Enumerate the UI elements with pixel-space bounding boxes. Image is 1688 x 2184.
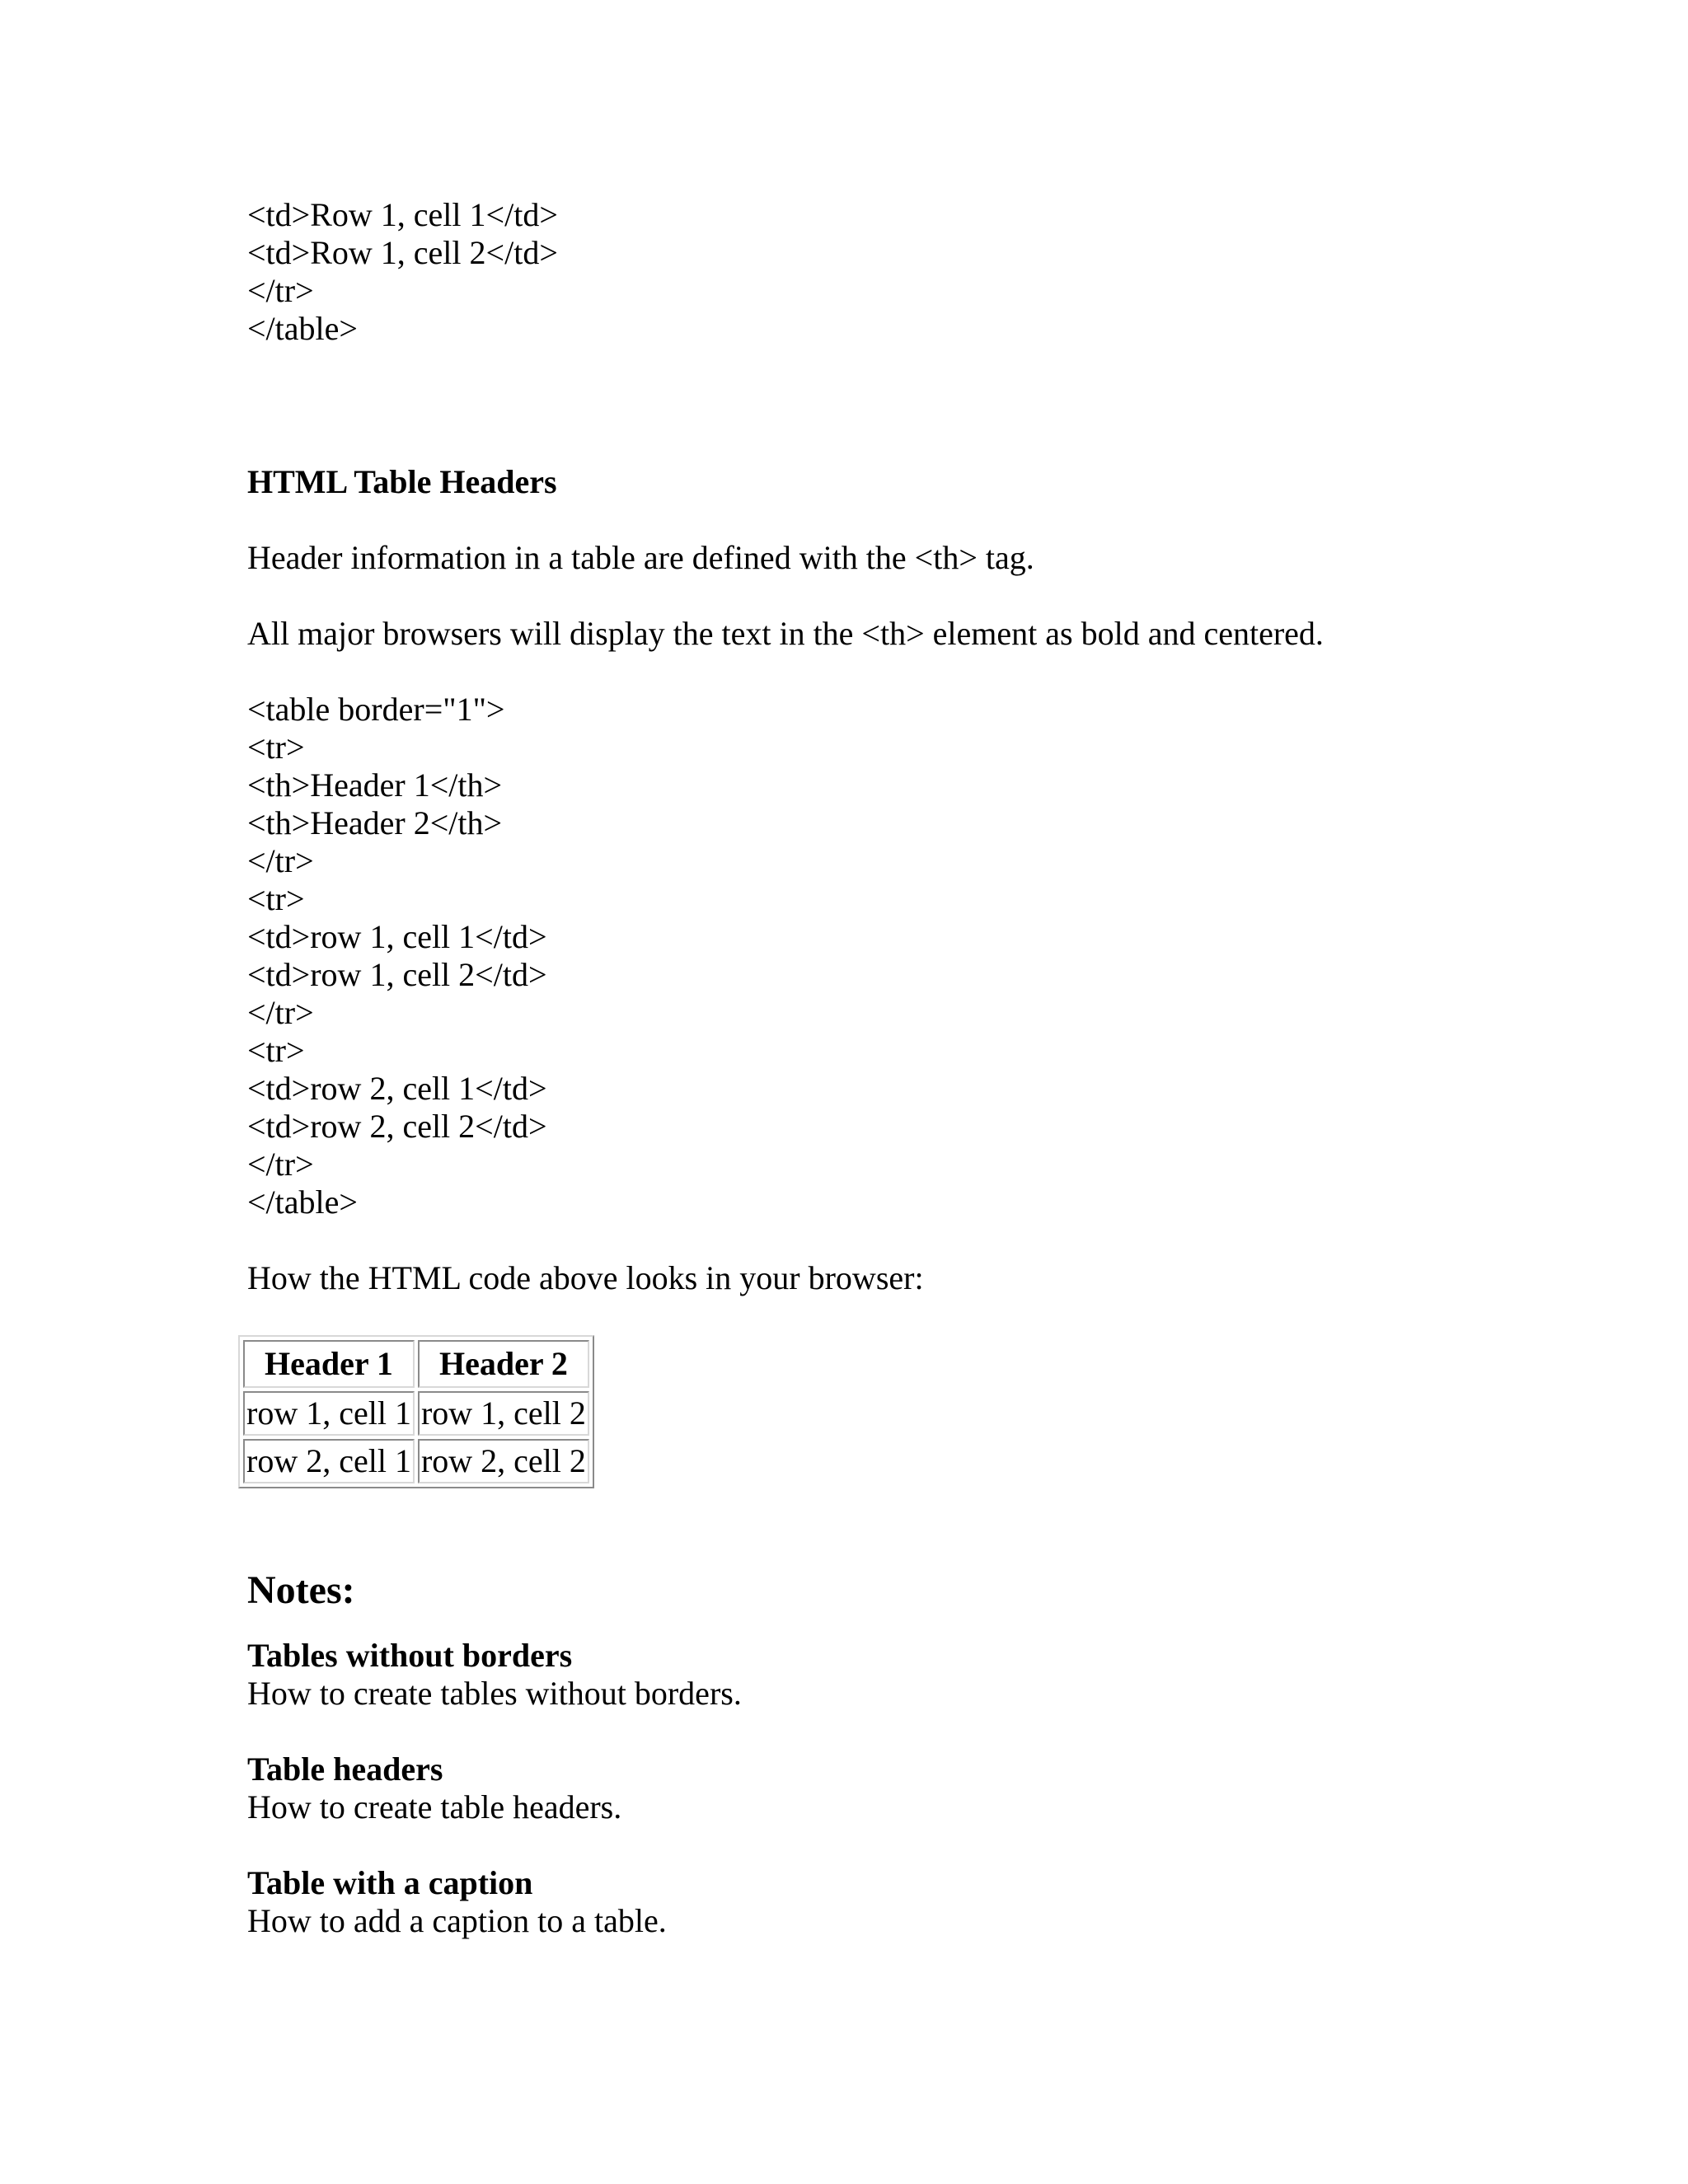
note-item: [247, 1750, 1566, 1826]
paragraph-header-info: Header information in a table are defined with the <th> tag.: [247, 539, 1034, 576]
code-line: <td>row 1, cell 1</td>: [247, 918, 547, 955]
document-page: [247, 196, 1566, 1940]
section-title: HTML Table Headers: [247, 463, 557, 500]
note-item: [247, 1637, 1566, 1713]
code-line: <td>row 2, cell 2</td>: [247, 1108, 547, 1145]
browser-caption: How the HTML code above looks in your browser:: [247, 1259, 924, 1296]
table-row: [243, 1439, 589, 1483]
code-line: <tr>: [247, 880, 305, 917]
code-snippet-top: [247, 196, 1566, 348]
note-title: Table headers: [247, 1750, 443, 1788]
note-item: [247, 1864, 1566, 1940]
code-line: <td>row 2, cell 1</td>: [247, 1070, 547, 1107]
code-snippet-table: [247, 691, 1566, 1221]
table-header-row: [243, 1340, 589, 1388]
table-header-cell: Header 2: [418, 1340, 589, 1388]
code-line: <th>Header 2</th>: [247, 804, 503, 841]
note-description: How to create table headers.: [247, 1788, 622, 1825]
code-line: <tr>: [247, 729, 305, 766]
demo-table: [238, 1335, 594, 1488]
note-description: How to add a caption to a table.: [247, 1902, 667, 1939]
code-line: <th>Header 1</th>: [247, 766, 503, 804]
code-line: </table>: [247, 1183, 358, 1221]
code-line: </tr>: [247, 272, 314, 309]
code-line: </tr>: [247, 842, 314, 879]
note-title: Tables without borders: [247, 1637, 573, 1674]
notes-heading: Notes:: [247, 1568, 355, 1612]
table-row: [243, 1391, 589, 1436]
table-header-cell: Header 1: [243, 1340, 415, 1388]
code-line: <td>row 1, cell 2</td>: [247, 956, 547, 993]
demo-table-wrapper: [238, 1335, 1566, 1488]
note-title: Table with a caption: [247, 1864, 533, 1901]
table-cell: row 2, cell 1: [243, 1439, 415, 1483]
table-cell: row 1, cell 1: [243, 1391, 415, 1436]
code-line: </tr>: [247, 1146, 314, 1183]
table-cell: row 1, cell 2: [418, 1391, 589, 1436]
code-line: <tr>: [247, 1032, 305, 1069]
table-cell: row 2, cell 2: [418, 1439, 589, 1483]
code-line: <td>Row 1, cell 2</td>: [247, 234, 558, 271]
code-line: <table border="1">: [247, 691, 505, 728]
code-line: </tr>: [247, 994, 314, 1031]
paragraph-browsers: All major browsers will display the text in the <th> element as bold and centered.: [247, 615, 1324, 652]
code-line: </table>: [247, 310, 358, 347]
code-line: <td>Row 1, cell 1</td>: [247, 196, 558, 233]
note-description: How to create tables without borders.: [247, 1675, 742, 1712]
